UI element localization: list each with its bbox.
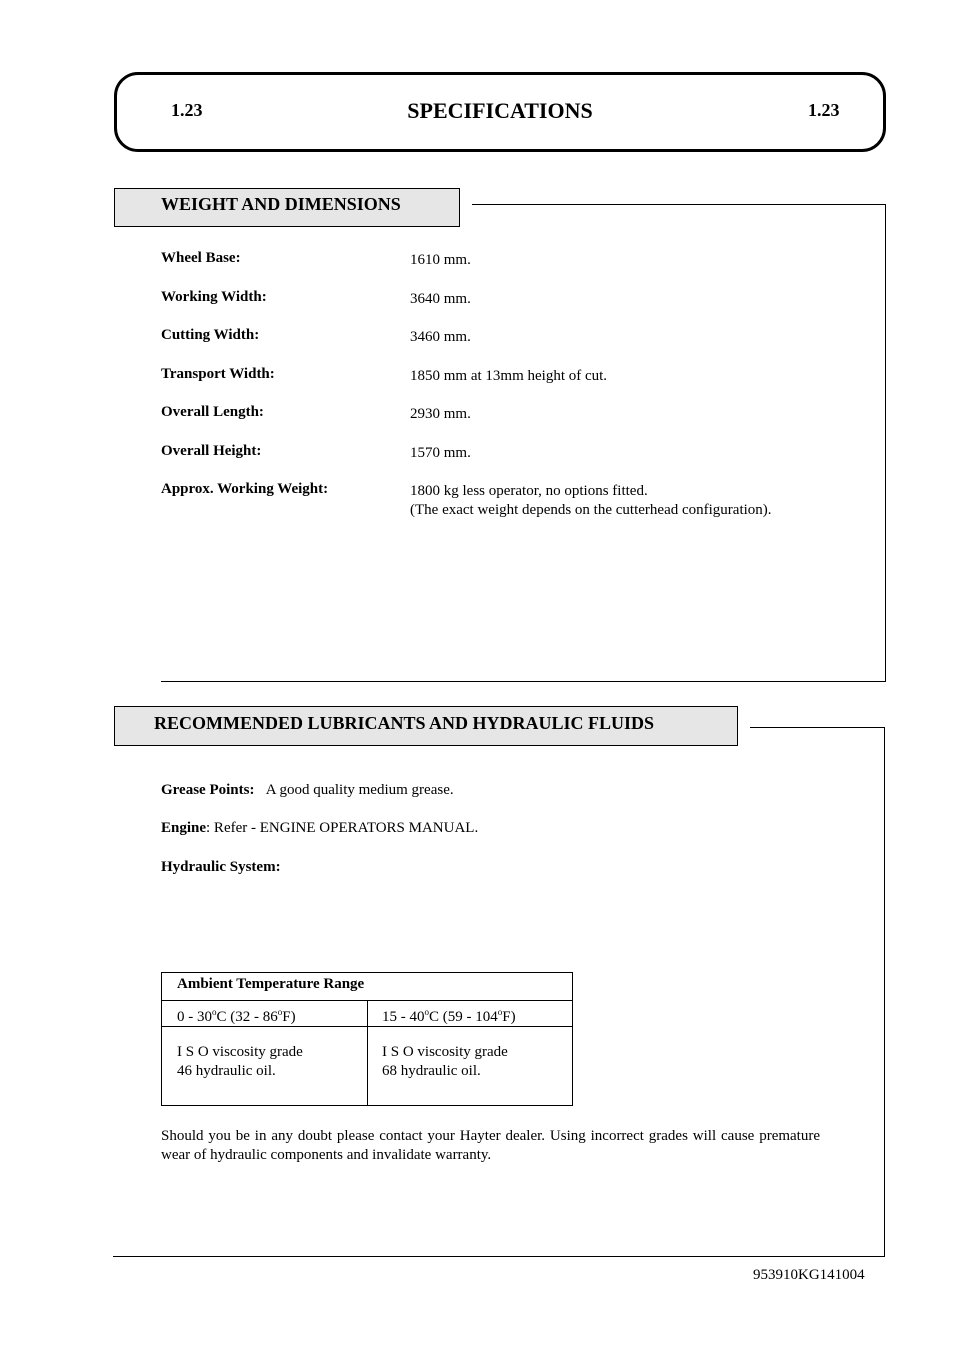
temp-range-warm: 15 - 40$^o$C (59 - 104$^o$F) — [382, 1007, 516, 1025]
spec-label-overall-length: Overall Length: — [161, 404, 264, 420]
spec-label-cutting-width: Cutting Width: — [161, 327, 260, 343]
table-column-rule — [367, 1000, 368, 1106]
section2-right-rule — [884, 727, 885, 1257]
section2-top-rule — [750, 727, 885, 728]
grade-warm-line1: I S O viscosity grade — [382, 1044, 508, 1060]
spec-value-working-width: 3640 mm. — [410, 291, 471, 307]
spec-value-wheel-base: 1610 mm. — [410, 252, 471, 268]
grade-cold-line1: I S O viscosity grade — [177, 1044, 303, 1060]
spec-value-transport-width: 1850 mm at 13mm height of cut. — [410, 368, 608, 384]
section2-bottom-rule — [113, 1256, 885, 1257]
spec-value-working-weight: 1800 kg less operator, no options fitted. — [410, 483, 648, 499]
section-number-left: 1.23 — [171, 100, 203, 120]
spec-label-working-weight: Approx. Working Weight: — [161, 481, 329, 497]
spec-value-cutting-width: 3460 mm. — [410, 329, 471, 345]
table-header: Ambient Temperature Range — [177, 976, 365, 992]
warranty-warning-text: Should you be in any doubt please contact your Hayter dealer. Using incorrect grades will cause premature wear of hydraulic components and invalidate warranty. — [161, 1128, 820, 1163]
engine-value: : Refer - ENGINE OPERATORS MANUAL. — [206, 820, 479, 836]
section1-right-rule — [885, 204, 886, 682]
temp-range-cold: 0 - 30$^o$C (32 - 86$^o$F) — [177, 1007, 296, 1025]
lubricants-heading: RECOMMENDED LUBRICANTS AND HYDRAULIC FLUIDS — [114, 706, 738, 746]
section1-bottom-rule — [161, 681, 886, 682]
grease-points-label: Grease Points: — [161, 782, 255, 798]
grease-points-value: A good quality medium grease. — [265, 782, 454, 798]
grade-cold-line2: 46 hydraulic oil. — [177, 1063, 276, 1079]
grease-points-line — [161, 782, 454, 799]
page-title: SPECIFICATIONS — [407, 98, 593, 123]
section-number-right: 1.23 — [808, 100, 840, 120]
spec-value-overall-length: 2930 mm. — [410, 406, 471, 422]
grade-warm-line2: 68 hydraulic oil. — [382, 1063, 481, 1079]
document-code: 953910KG141004 — [753, 1267, 865, 1283]
spec-value-working-weight-note: (The exact weight depends on the cutterhead configuration). — [410, 502, 772, 518]
spec-label-wheel-base: Wheel Base: — [161, 250, 241, 266]
weight-dimensions-heading: WEIGHT AND DIMENSIONS — [114, 188, 460, 227]
engine-label: Engine — [161, 820, 207, 836]
engine-line — [161, 820, 478, 837]
hydraulic-system-label: Hydraulic System: — [161, 859, 281, 875]
spec-value-overall-height: 1570 mm. — [410, 445, 471, 461]
spec-label-working-width: Working Width: — [161, 289, 267, 305]
spec-label-transport-width: Transport Width: — [161, 366, 275, 382]
section1-top-rule — [472, 204, 886, 205]
spec-label-overall-height: Overall Height: — [161, 443, 262, 459]
